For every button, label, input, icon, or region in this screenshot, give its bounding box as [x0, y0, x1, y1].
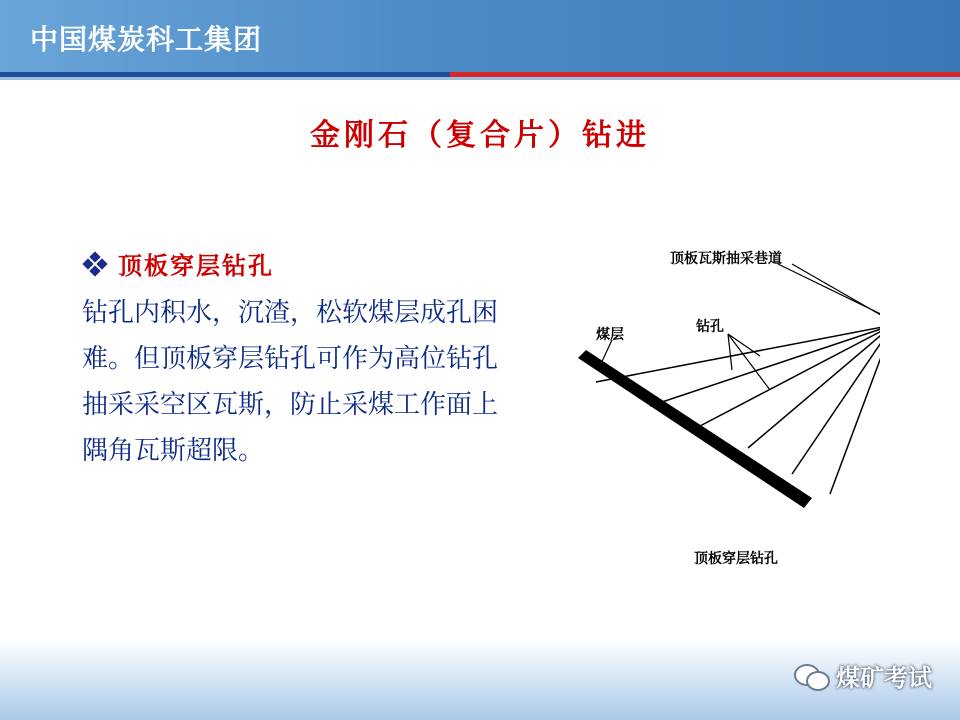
company-title: 中国煤炭科工集团 [30, 23, 263, 56]
drilling-diagram [560, 230, 880, 580]
diagram-caption: 顶板穿层钻孔 [694, 551, 778, 567]
header-stripe-light [0, 77, 960, 80]
label-boreholes: 钻孔 [696, 319, 724, 335]
diamond-bullet-icon [84, 253, 106, 275]
header-band [0, 0, 960, 72]
wechat-icon [794, 662, 830, 690]
watermark [794, 658, 932, 693]
diagram-svg [560, 230, 880, 580]
watermark-text: 煤矿考试 [836, 664, 932, 692]
borehole-lines [596, 325, 880, 494]
bullet-heading [84, 246, 274, 281]
body-paragraph: 钻孔内积水，沉渣，松软煤层成孔困难。但顶板穿层钻孔可作为高位钻孔抽采采空区瓦斯，防止采煤工作面上隅角瓦斯超限。 [82, 298, 499, 466]
label-roof-roadway: 顶板瓦斯抽采巷道 [670, 251, 782, 267]
label-coal-seam: 煤层 [596, 327, 624, 343]
coal-seam-bar [578, 350, 812, 508]
bullet-text: 顶板穿层钻孔 [118, 251, 274, 280]
slide-title: 金刚石（复合片）钻进 [310, 118, 650, 153]
